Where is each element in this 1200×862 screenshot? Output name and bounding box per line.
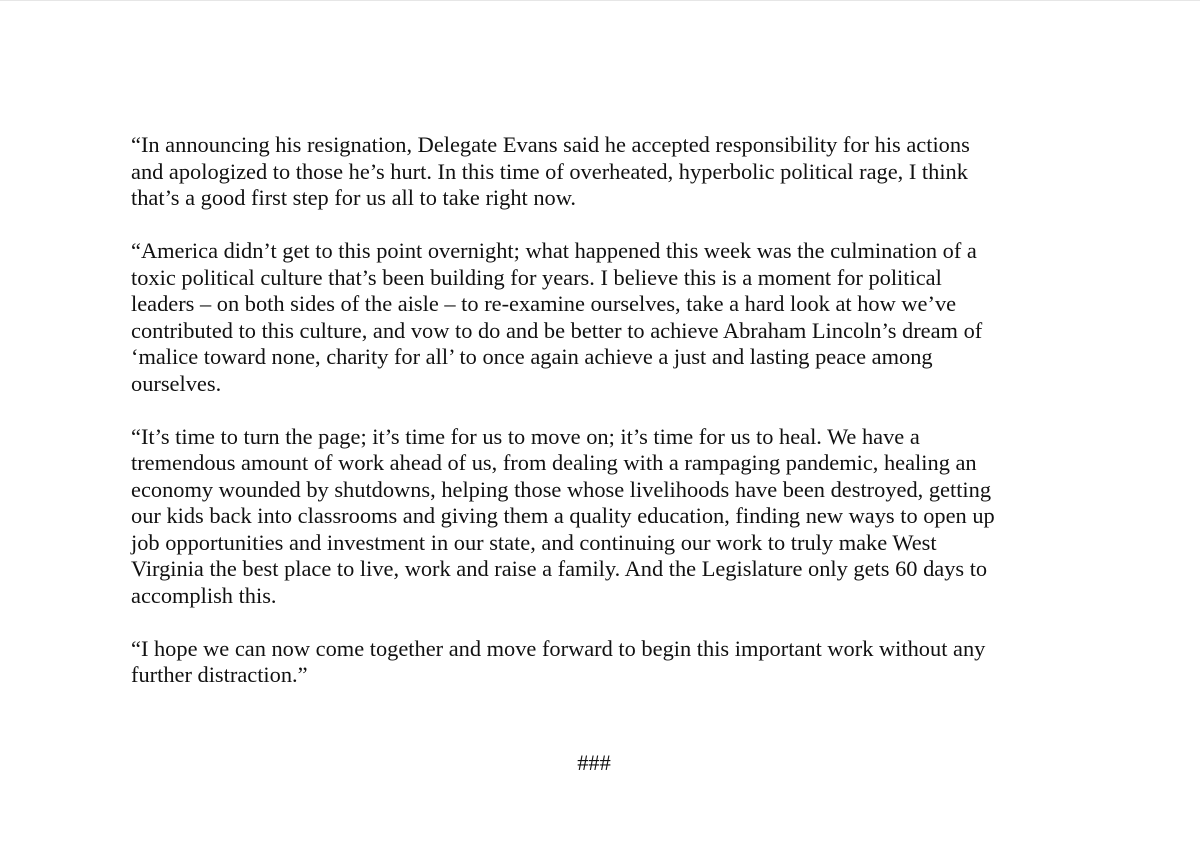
paragraph-4 — [131, 636, 1076, 689]
paragraph-line: economy wounded by shutdowns, helping those whose livelihoods have been destroyed, getting — [131, 476, 992, 502]
paragraph-line: ourselves. — [131, 370, 222, 396]
paragraph-line: ‘malice toward none, charity for all’ to once again achieve a just and lasting peace among — [131, 344, 933, 369]
paragraph-line: “It’s time to turn the page; it’s time for us to move on; it’s time for us to heal. We have a — [131, 423, 920, 449]
paragraph-line: and apologized to those he’s hurt. In this time of overheated, hyperbolic political rage, I think — [131, 158, 968, 184]
end-of-release-mark: ### — [577, 750, 611, 775]
paragraph-line: job opportunities and investment in our state, and continuing our work to truly make West — [131, 529, 937, 555]
paragraph-3 — [131, 424, 1076, 610]
paragraph-line: that’s a good first step for us all to take right now. — [131, 185, 577, 210]
paragraph-line: “In announcing his resignation, Delegate Evans said he accepted responsibility for his actions — [131, 132, 970, 157]
paragraph-line: “I hope we can now come together and move forward to begin this important work without any — [131, 635, 986, 661]
paragraph-line: leaders – on both sides of the aisle – to re-examine ourselves, take a hard look at how we’ve — [131, 291, 957, 316]
paragraph-line: Virginia the best place to live, work and raise a family. And the Legislature only gets 60 days to — [131, 556, 988, 581]
paragraph-2 — [131, 238, 1076, 397]
paragraph-line: tremendous amount of work ahead of us, from dealing with a rampaging pandemic, healing an — [131, 450, 977, 475]
statement-body — [131, 132, 1076, 715]
paragraph-1 — [131, 132, 1076, 212]
paragraph-line: toxic political culture that’s been building for years. I believe this is a moment for political — [131, 264, 942, 290]
paragraph-line: our kids back into classrooms and giving them a quality education, finding new ways to open up — [131, 503, 995, 528]
paragraph-line: “America didn’t get to this point overnight; what happened this week was the culmination of a — [131, 238, 977, 263]
paragraph-line: contributed to this culture, and vow to do and be better to achieve Abraham Lincoln’s dream of — [131, 317, 983, 343]
paragraph-line: accomplish this. — [131, 582, 277, 608]
paragraph-line: further distraction.” — [131, 662, 308, 687]
